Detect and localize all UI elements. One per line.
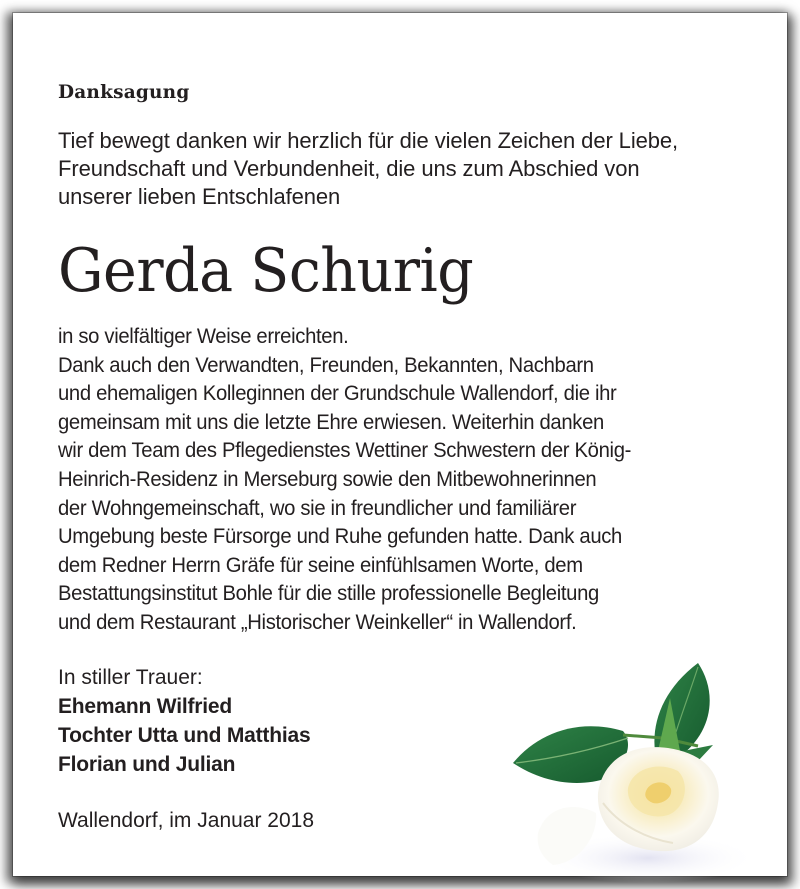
body-line: wir dem Team des Pflegedienstes Wettiner Schwestern der König- [58, 439, 632, 463]
mourner-name: Tochter Utta und Matthias [58, 724, 311, 747]
body-line: Dank auch den Verwandten, Freunden, Bekannten, Nachbarn [58, 353, 594, 377]
intro-line: Freundschaft und Verbundenheit, die uns zum Abschied von [58, 156, 640, 181]
white-rose-image [508, 653, 758, 888]
mourning-label: In stiller Trauer: [58, 666, 203, 689]
body-line: Heinrich-Residenz in Merseburg sowie den Mitbewohnerinnen [58, 467, 597, 491]
mourner-name: Ehemann Wilfried [58, 695, 232, 718]
body-line: der Wohngemeinschaft, wo sie in freundlicher und familiärer [58, 496, 577, 520]
intro-line: Tief bewegt danken wir herzlich für die vielen Zeichen der Liebe, [58, 128, 679, 153]
body-line: und ehemaligen Kolleginnen der Grundschule Wallendorf, die ihr [58, 382, 617, 406]
body-line: Bestattungsinstitut Bohle für die stille professionelle Begleitung [58, 582, 599, 606]
body-text [58, 323, 631, 638]
deceased-name: Gerda Schurig [58, 236, 474, 306]
mourners-block [58, 663, 310, 779]
body-line: und dem Restaurant „Historischer Weinkeller“ in Wallendorf. [58, 610, 577, 634]
place-date: Wallendorf, im Januar 2018 [58, 809, 315, 832]
body-line: in so vielfältiger Weise erreichten. [58, 325, 349, 348]
notice-heading: Danksagung [58, 82, 190, 103]
body-line: gemeinsam mit uns die letzte Ehre erwiesen. Weiterhin danken [58, 410, 604, 434]
mourner-name: Florian und Julian [58, 753, 236, 776]
body-line: Umgebung beste Fürsorge und Ruhe gefunden hatte. Dank auch [58, 525, 622, 549]
obituary-card [13, 13, 787, 876]
body-line: dem Redner Herrn Gräfe für seine einfühlsamen Worte, dem [58, 553, 583, 577]
intro-text [58, 127, 678, 211]
intro-line: unserer lieben Entschlafenen [58, 184, 341, 209]
